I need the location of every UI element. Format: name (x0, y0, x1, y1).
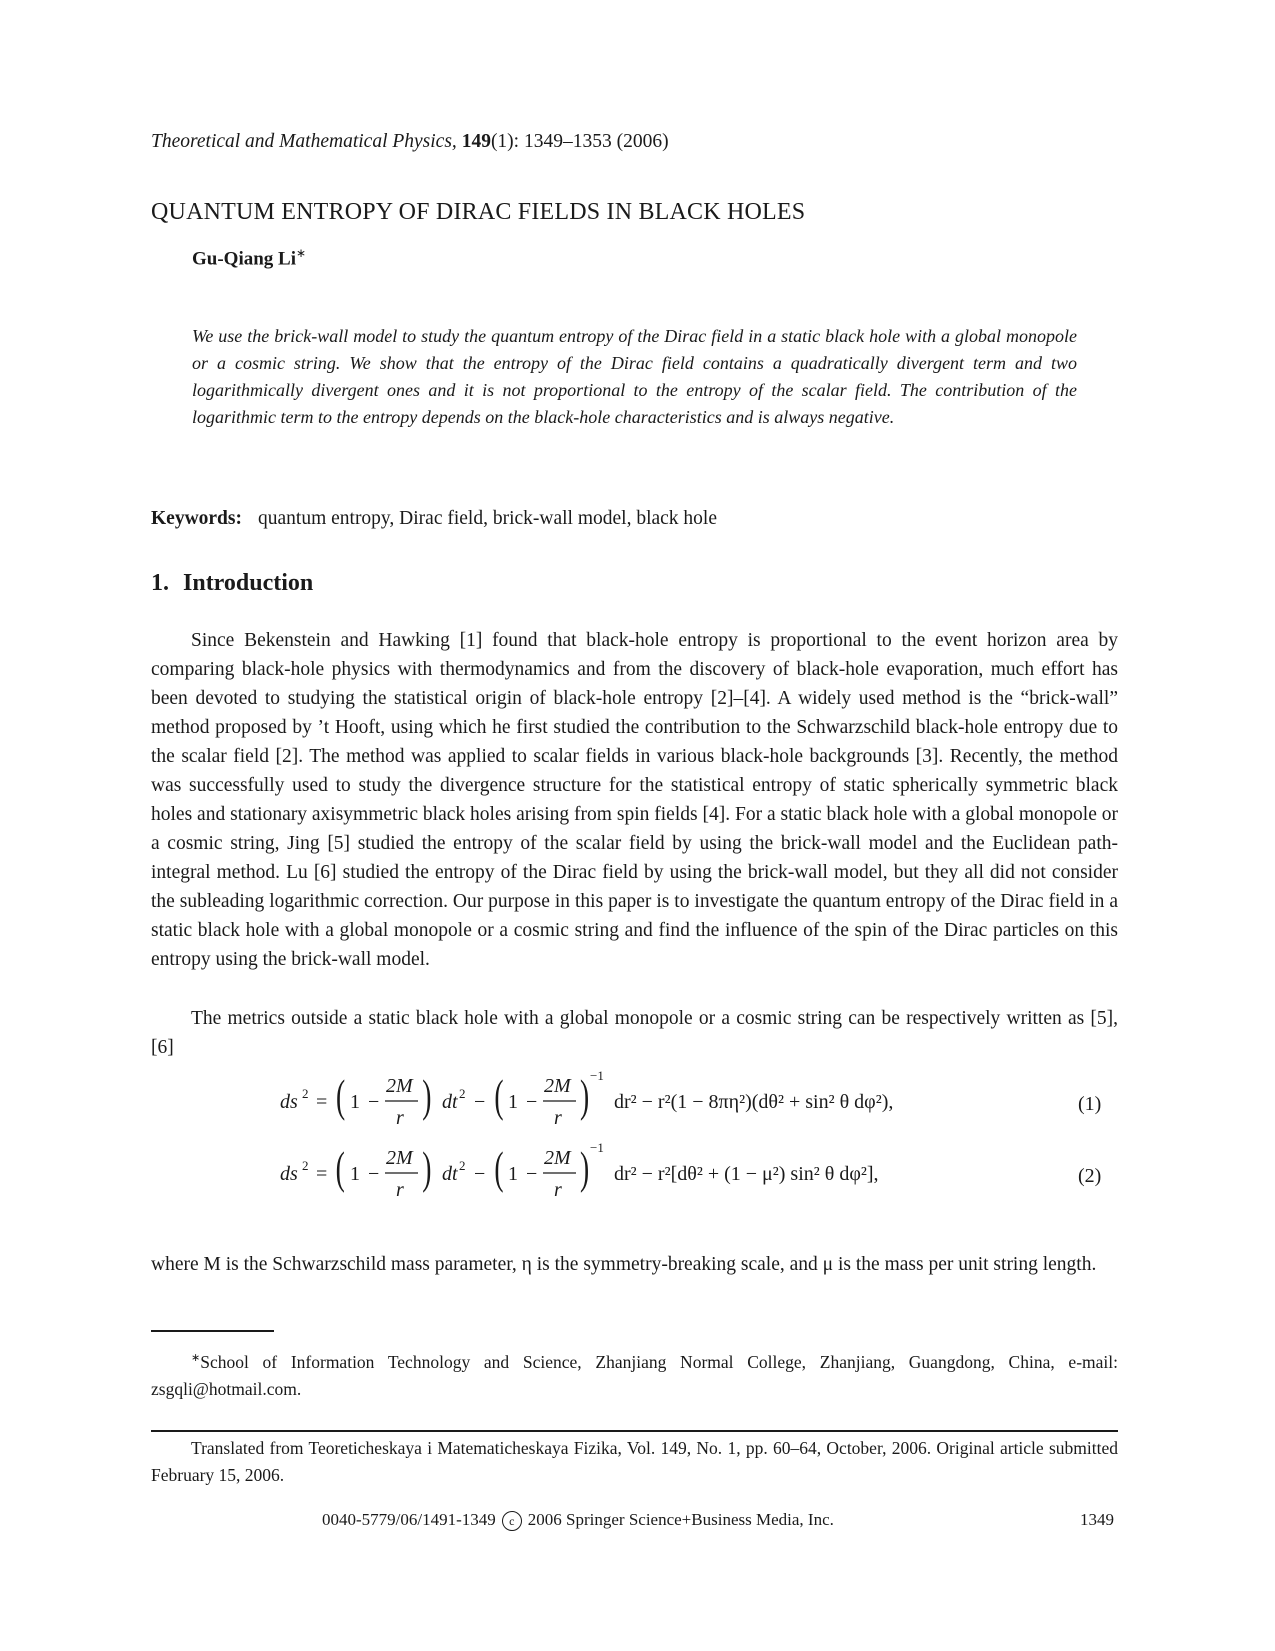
translation-divider (151, 1430, 1118, 1432)
eq-minus: − (368, 1163, 380, 1185)
eq-minus: − (368, 1091, 380, 1113)
eq-equals: = (316, 1091, 328, 1113)
paragraph-metrics (151, 1004, 1118, 1062)
eq-minus-2: − (474, 1091, 486, 1113)
copyright-symbol: c (502, 1511, 522, 1531)
paragraph-definitions (151, 1250, 1118, 1279)
eq-minus-2: − (474, 1163, 486, 1185)
eq-frac-num-2: 2M (544, 1147, 571, 1169)
eq-paren-open-2: ( (494, 1070, 504, 1122)
copyright-code: 0040-5779/06/1491-1349 (322, 1510, 496, 1529)
footnote-divider (151, 1330, 274, 1332)
eq-minus-3: − (526, 1091, 538, 1113)
keywords-text: quantum entropy, Dirac field, brick-wall model, black hole (258, 508, 718, 529)
footnote (151, 1345, 1118, 1403)
abstract: We use the brick-wall model to study the quantum entropy of the Dirac field in a static black hole with a global monopole or a cosmic string. We show that the entropy of the Dirac field contains a quadratically divergent term and two logarithmically divergent ones and it is not proportional to the entropy of the scalar field. The contribution of the logarithmic term to the entropy depends on the black-hole characteristics and is always negative. (192, 326, 1077, 427)
eq-paren-close-2: ) (580, 1070, 590, 1122)
eq-one: 1 (350, 1163, 360, 1185)
eq-ds: ds (280, 1163, 298, 1185)
paragraph-intro (151, 626, 1118, 974)
page-number: 1349 (1080, 1510, 1114, 1529)
author-footnote-mark: ∗ (296, 246, 307, 260)
copyright-line (322, 1510, 834, 1531)
eq-paren-close-2: ) (580, 1142, 590, 1194)
equation-1 (280, 1068, 980, 1132)
eq-one: 1 (350, 1091, 360, 1113)
eq-tail: dr² − r²(1 − 8πη²)(dθ² + sin² θ dφ²), (614, 1091, 894, 1113)
translation-text: Translated from Teoreticheskaya i Matematicheskaya Fizika, Vol. 149, No. 1, pp. 60–64, October, 2006. Original article submitted February 15, 2006. (151, 1438, 1118, 1485)
paragraph-text: Since Bekenstein and Hawking [1] found that black-hole entropy is proportional to the event horizon area by comparing black-hole physics with thermodynamics and from the discovery of black-hole evaporation, much effort has been devoted to studying the statistical origin of black-hole entropy [2]–[4]. A widely used method is the “brick-wall” method proposed by ’t Hooft, using which he first studied the contribution to the Schwarzschild black-hole entropy due to the scalar field [2]. The method was applied to scalar fields in various black-hole backgrounds [3]. Recently, the method was successfully used to study the divergence structure for the statistical entropy of static spherically symmetric black holes and stationary axisymmetric black holes arising from spin fields [4]. For a static black hole with a global monopole or a cosmic string, Jing [5] studied the entropy of the scalar field by using the brick-wall model and the Euclidean path-integral method. Lu [6] studied the entropy of the Dirac field by using the brick-wall model, but they all did not consider the subleading logarithmic correction. Our purpose in this paper is to investigate the quantum entropy of the Dirac field in a static black hole with a global monopole or a cosmic string and find the influence of the spin of the Dirac particles on this entropy using the brick-wall model. (151, 630, 1118, 970)
eq-ds-exp: 2 (302, 1086, 309, 1101)
journal-name: Theoretical and Mathematical Physics, (151, 131, 457, 152)
section-title: Introduction (183, 570, 314, 596)
eq-frac-den: r (396, 1179, 404, 1201)
journal-issue-pages: (1): 1349–1353 (2006) (490, 131, 669, 152)
eq-frac-den-2: r (554, 1179, 562, 1201)
eq-one-2: 1 (508, 1091, 518, 1113)
eq-dt: dt (442, 1091, 458, 1113)
eq-dt-exp: 2 (459, 1086, 466, 1101)
eq-frac-den-2: r (554, 1107, 562, 1129)
section-heading (151, 570, 313, 597)
equation-2 (280, 1140, 980, 1204)
eq-paren-open: ( (336, 1070, 346, 1122)
eq-inverse-exp: −1 (590, 1140, 604, 1155)
eq-frac-num: 2M (386, 1075, 413, 1097)
eq-equals: = (316, 1163, 328, 1185)
eq-dt: dt (442, 1163, 458, 1185)
eq-paren-close: ) (422, 1142, 432, 1194)
eq-ds-exp: 2 (302, 1158, 309, 1173)
eq-paren-close: ) (422, 1070, 432, 1122)
eq-frac-num: 2M (386, 1147, 413, 1169)
author (192, 246, 306, 270)
footnote-mark: ∗ (191, 1352, 201, 1364)
footnote-text: School of Information Technology and Science, Zhanjiang Normal College, Zhanjiang, Guangdong, China, e-mail: zsgqli@hotmail.com. (151, 1351, 1118, 1399)
eq-minus-3: − (526, 1163, 538, 1185)
equation-2-number: (2) (1078, 1165, 1102, 1187)
translation-note (151, 1435, 1118, 1489)
journal-header (151, 128, 669, 156)
equation-1-number: (1) (1078, 1093, 1102, 1115)
eq-frac-num-2: 2M (544, 1075, 571, 1097)
eq-inverse-exp: −1 (590, 1068, 604, 1083)
eq-frac-den: r (396, 1107, 404, 1129)
eq-tail: dr² − r²[dθ² + (1 − μ²) sin² θ dφ²], (614, 1163, 879, 1185)
eq-ds: ds (280, 1091, 298, 1113)
paper-title: QUANTUM ENTROPY OF DIRAC FIELDS IN BLACK HOLES (151, 199, 806, 225)
author-name: Gu-Qiang Li (192, 248, 296, 270)
eq-one-2: 1 (508, 1163, 518, 1185)
keywords (151, 505, 717, 533)
journal-volume: 149 (461, 131, 491, 152)
paragraph-text: The metrics outside a static black hole with a global monopole or a cosmic string can be respectively written as [5], [6] (151, 1008, 1118, 1058)
eq-paren-open: ( (335, 1142, 345, 1194)
section-number: 1. (151, 570, 169, 596)
paragraph-text: where M is the Schwarzschild mass parameter, η is the symmetry-breaking scale, and μ is the mass per unit string length. (151, 1254, 1097, 1275)
eq-dt-exp: 2 (459, 1158, 466, 1173)
eq-paren-open-2: ( (494, 1142, 504, 1194)
copyright-holder: 2006 Springer Science+Business Media, Inc. (527, 1510, 834, 1529)
keywords-label: Keywords: (151, 508, 242, 529)
